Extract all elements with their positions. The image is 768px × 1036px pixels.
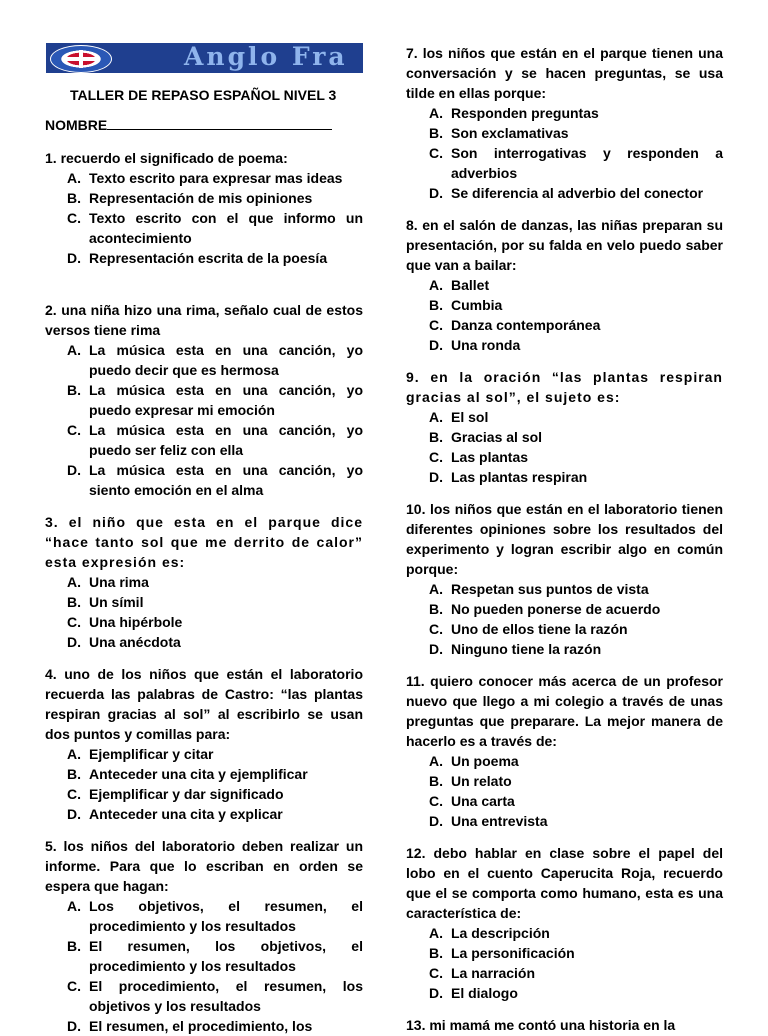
option-d: D. Se diferencia al adverbio del conector — [429, 185, 704, 201]
option-b: B. Un relato — [429, 773, 512, 789]
logo-text: Anglo Fra — [184, 43, 348, 71]
option-b: B. Son exclamativas — [429, 125, 569, 141]
option-a: A. Una rima — [67, 574, 149, 590]
question-8 — [406, 215, 723, 355]
option-b: B. La música esta en una canción, yo puedo expresar mi emoción — [67, 382, 363, 418]
option-a: A. La descripción — [429, 925, 550, 941]
option-b: B. No pueden ponerse de acuerdo — [429, 601, 661, 617]
option-b: B. Cumbia — [429, 297, 503, 313]
option-b: B. Un símil — [67, 594, 144, 610]
crest-icon — [50, 45, 112, 73]
option-b: B. Representación de mis opiniones — [67, 190, 313, 206]
school-logo — [46, 43, 363, 73]
option-c: C. Una hipérbole — [67, 614, 183, 630]
question-stem: 5. los niños del laboratorio deben realizar un informe. Para que lo escriban en orden se espera que hagan: — [45, 838, 363, 894]
option-d: D. Una ronda — [429, 337, 521, 353]
option-d: D. Las plantas respiran — [429, 469, 588, 485]
option-c: C. Uno de ellos tiene la razón — [429, 621, 628, 637]
option-d: D. Anteceder una cita y explicar — [67, 806, 283, 822]
question-stem: 13. mi mamá me contó una historia en la — [406, 1017, 676, 1033]
option-c: C. Son interrogativas y responden a adverbios — [429, 145, 723, 181]
question-3 — [45, 512, 363, 652]
option-c: C. La música esta en una canción, yo puedo ser feliz con ella — [67, 422, 363, 458]
option-a: A. El sol — [429, 409, 489, 425]
question-stem: 3. el niño que esta en el parque dice “hace tanto sol que me derrito de calor” esta expresión es: — [45, 514, 363, 570]
option-d: D. Una entrevista — [429, 813, 548, 829]
question-stem: 11. quiero conocer más acerca de un profesor nuevo que llego a mi colegio a través de unas preguntas que preparare. La mejor manera de hacerlo es a través de: — [406, 673, 723, 749]
option-d: D. Representación escrita de la poesía — [67, 250, 328, 266]
question-stem: 12. debo hablar en clase sobre el papel del lobo en el cuento Caperucita Roja, recuerdo que el se comporta como humano, esta es una característica de: — [406, 845, 723, 921]
option-d: D. Ninguno tiene la razón — [429, 641, 602, 657]
option-a: A. Texto escrito para expresar mas ideas — [67, 170, 343, 186]
question-stem: 9. en la oración “las plantas respiran gracias al sol”, el sujeto es: — [406, 369, 723, 405]
option-d: D. Una anécdota — [67, 634, 181, 650]
question-stem: 8. en el salón de danzas, las niñas preparan su presentación, por su falda en velo puedo saber que van a bailar: — [406, 217, 723, 273]
option-d: D. El dialogo — [429, 985, 518, 1001]
question-1 — [45, 148, 363, 268]
option-c: C. Ejemplificar y dar significado — [67, 786, 284, 802]
option-c: C. Danza contemporánea — [429, 317, 601, 333]
option-d: D. La música esta en una canción, yo siento emoción en el alma — [67, 462, 363, 498]
option-b: B. Gracias al sol — [429, 429, 543, 445]
page-title: TALLER DE REPASO ESPAÑOL NIVEL 3 — [70, 87, 337, 103]
question-stem: 1. recuerdo el significado de poema: — [45, 150, 288, 166]
option-c: C. El procedimiento, el resumen, los objetivos y los resultados — [67, 978, 363, 1014]
name-field — [45, 117, 363, 133]
option-b: B. La personificación — [429, 945, 575, 961]
option-a: A. Responden preguntas — [429, 105, 599, 121]
question-7 — [406, 43, 723, 203]
question-11 — [406, 671, 723, 831]
question-2 — [45, 300, 363, 500]
name-label: NOMBRE — [45, 117, 108, 133]
question-5 — [45, 836, 363, 1036]
question-stem: 4. uno de los niños que están el laboratorio recuerda las palabras de Castro: “las plantas respiran gracias al sol” al escribirlo se usan dos puntos y comillas para: — [45, 666, 363, 742]
option-b: B. Anteceder una cita y ejemplificar — [67, 766, 308, 782]
option-c: C. Una carta — [429, 793, 515, 809]
option-a: A. Ejemplificar y citar — [67, 746, 214, 762]
question-12 — [406, 843, 723, 1003]
option-c: C. La narración — [429, 965, 536, 981]
option-a: A. Respetan sus puntos de vista — [429, 581, 649, 597]
question-10 — [406, 499, 723, 659]
option-c: C. Texto escrito con el que informo un acontecimiento — [67, 210, 363, 246]
name-blank-line — [107, 117, 332, 130]
option-a: A. Un poema — [429, 753, 519, 769]
option-a: A. Ballet — [429, 277, 490, 293]
option-a: A. La música esta en una canción, yo puedo decir que es hermosa — [67, 342, 363, 378]
question-9 — [406, 367, 723, 487]
option-b: B. El resumen, los objetivos, el procedimiento y los resultados — [67, 938, 363, 974]
question-4 — [45, 664, 363, 824]
question-stem: 10. los niños que están en el laboratorio tienen diferentes opiniones sobre los resultados del experimento y logran escribir algo en común porque: — [406, 501, 723, 577]
question-13 — [406, 1015, 723, 1035]
question-stem: 7. los niños que están en el parque tienen una conversación y se hacen preguntas, se usa tilde en ellas porque: — [406, 45, 723, 101]
question-stem: 2. una niña hizo una rima, señalo cual de estos versos tiene rima — [45, 302, 363, 338]
option-c: C. Las plantas — [429, 449, 529, 465]
option-a: A. Los objetivos, el resumen, el procedimiento y los resultados — [67, 898, 363, 934]
option-d: D. El resumen, el procedimiento, los — [67, 1018, 313, 1034]
